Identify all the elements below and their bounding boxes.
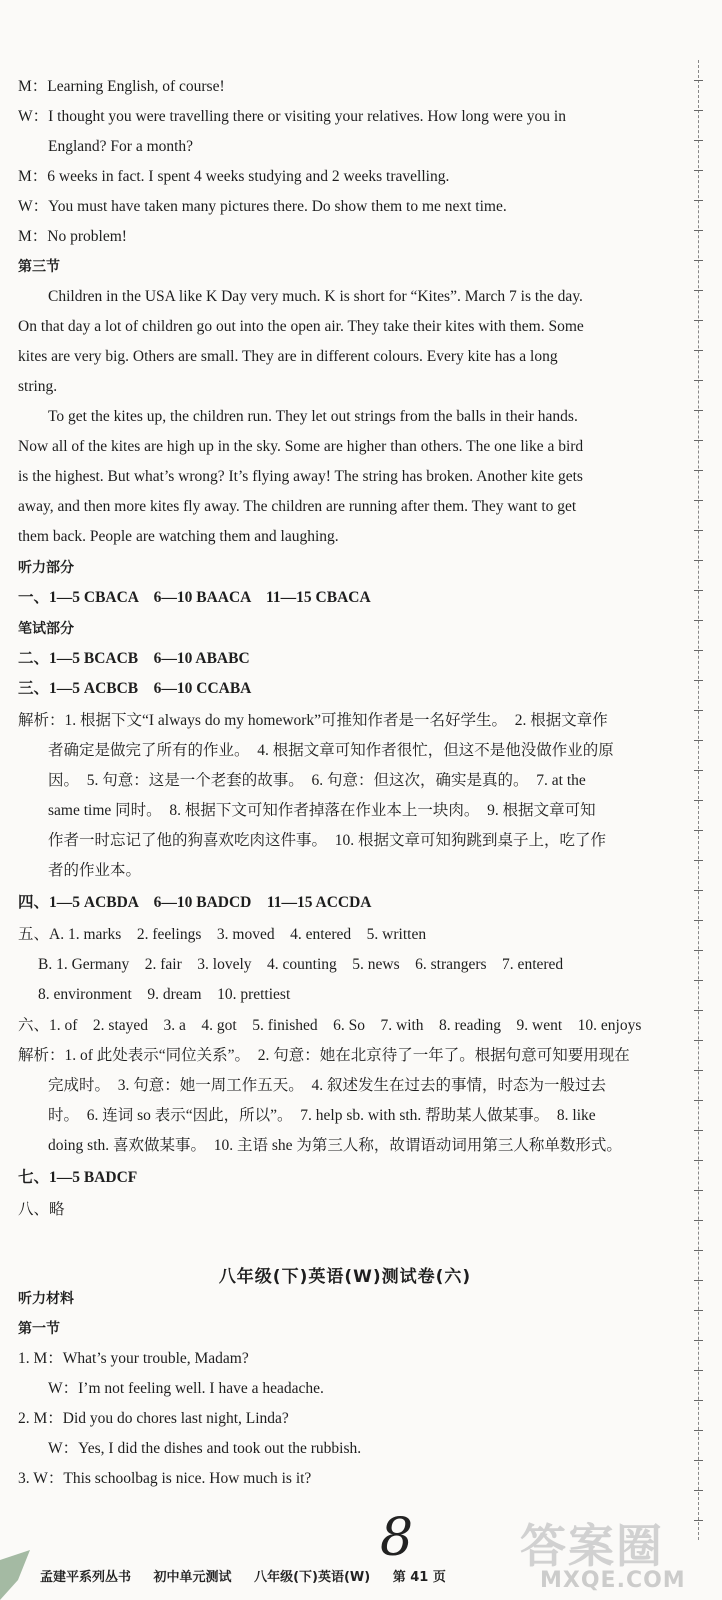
passage-line: Now all of the kites are high up in the sky. Some are higher than others. The one like a bird bbox=[18, 438, 584, 455]
section-heading: 听力部分 bbox=[18, 560, 74, 576]
margin-tick bbox=[694, 1430, 703, 1431]
answer-line: 五、A. 1. marks 2. feelings 3. moved 4. entered 5. written bbox=[18, 926, 427, 943]
answer-line: 七、1—5 BADCF bbox=[18, 1169, 138, 1186]
explanation-line: 解析：1. 根据下文“I always do my homework”可推知作者是一名好学生。 2. 根据文章作 bbox=[18, 712, 608, 729]
dialogue-line: W：I’m not feeling well. I have a headache. bbox=[48, 1380, 324, 1397]
margin-tick bbox=[694, 1190, 703, 1191]
dialogue-line: 3. W：This schoolbag is nice. How much is it? bbox=[18, 1470, 312, 1487]
dialogue-line: M：No problem! bbox=[18, 228, 127, 245]
explanation-line: 因。 5. 句意：这是一个老套的故事。 6. 句意：但这次，确实是真的。 7. at the bbox=[48, 772, 586, 789]
margin-tick bbox=[694, 740, 703, 741]
passage-line: To get the kites up, the children run. They let out strings from the balls in their hands. bbox=[48, 408, 578, 425]
handwritten-page-number: 8 bbox=[380, 1508, 414, 1568]
margin-tick bbox=[694, 1340, 703, 1341]
margin-tick bbox=[694, 440, 703, 441]
corner-decoration-icon bbox=[0, 1540, 40, 1600]
dialogue-line: W：I thought you were travelling there or visiting your relatives. How long were you in bbox=[18, 108, 566, 125]
margin-tick bbox=[694, 230, 703, 231]
passage-line: kites are very big. Others are small. They are in different colours. Every kite has a long bbox=[18, 348, 558, 365]
dialogue-line: W：You must have taken many pictures there. Do show them to me next time. bbox=[18, 198, 507, 215]
margin-tick bbox=[694, 1160, 703, 1161]
margin-tick bbox=[694, 260, 703, 261]
margin-tick bbox=[694, 920, 703, 921]
watermark-url: MXQE.COM bbox=[540, 1568, 686, 1593]
watermark-logo bbox=[520, 1510, 720, 1600]
margin-tick bbox=[694, 320, 703, 321]
answer-line: 一、1—5 CBACA 6—10 BAACA 11—15 CBACA bbox=[18, 589, 371, 606]
explanation-line: 时。 6. 连词 so 表示“因此，所以”。 7. help sb. with sth. 帮助某人做某事。 8. like bbox=[48, 1107, 596, 1124]
section-heading: 第三节 bbox=[18, 259, 60, 275]
margin-tick bbox=[694, 830, 703, 831]
explanation-line: same time 同时。 8. 根据下文可知作者掉落在作业本上一块肉。 9. 根据文章可知 bbox=[48, 802, 596, 819]
margin-tick bbox=[694, 1070, 703, 1071]
margin-tick bbox=[694, 410, 703, 411]
answer-line: 二、1—5 BCACB 6—10 ABABC bbox=[18, 650, 250, 667]
dialogue-line: M：6 weeks in fact. I spent 4 weeks studying and 2 weeks travelling. bbox=[18, 168, 450, 185]
section-heading: 第一节 bbox=[18, 1321, 60, 1337]
explanation-line: 解析：1. of 此处表示“同位关系”。 2. 句意：她在北京待了一年了。根据句意可知要用现在 bbox=[18, 1047, 630, 1064]
dialogue-line: M：Learning English, of course! bbox=[18, 78, 225, 95]
margin-tick bbox=[694, 710, 703, 711]
answer-line: 六、1. of 2. stayed 3. a 4. got 5. finished 6. So 7. with 8. reading 9. went 10. enjoys bbox=[18, 1017, 642, 1034]
test-paper-title: 八年级(下)英语(W)测试卷(六) bbox=[218, 1267, 472, 1287]
margin-tick bbox=[694, 620, 703, 621]
margin-tick bbox=[694, 1490, 703, 1491]
margin-tick bbox=[694, 980, 703, 981]
margin-tick bbox=[694, 290, 703, 291]
margin-tick bbox=[694, 1250, 703, 1251]
margin-tick bbox=[694, 200, 703, 201]
margin-tick bbox=[694, 1280, 703, 1281]
margin-tick bbox=[694, 1370, 703, 1371]
passage-line: away, and then more kites fly away. The children are running after them. They want to get bbox=[18, 498, 577, 515]
watermark-text: 答案圈 bbox=[520, 1519, 664, 1573]
answer-line: 八、略 bbox=[18, 1201, 65, 1218]
answer-line: B. 1. Germany 2. fair 3. lovely 4. counting 5. news 6. strangers 7. entered bbox=[38, 956, 564, 973]
answer-line: 四、1—5 ACBDA 6—10 BADCD 11—15 ACCDA bbox=[18, 894, 372, 911]
margin-tick bbox=[694, 1040, 703, 1041]
margin-tick bbox=[694, 470, 703, 471]
answer-line: 8. environment 9. dream 10. prettiest bbox=[38, 986, 291, 1003]
passage-line: Children in the USA like K Day very much. K is short for “Kites”. March 7 is the day. bbox=[48, 288, 583, 305]
footer-page: 第 41 页 bbox=[392, 1570, 446, 1585]
passage-line: them back. People are watching them and laughing. bbox=[18, 528, 339, 545]
margin-tick bbox=[694, 590, 703, 591]
footer-series: 孟建平系列丛书 bbox=[40, 1570, 132, 1585]
explanation-line: 者的作业本。 bbox=[48, 862, 142, 879]
margin-tick bbox=[694, 560, 703, 561]
section-heading: 听力材料 bbox=[18, 1291, 74, 1307]
explanation-line: 完成时。 3. 句意：她一周工作五天。 4. 叙述发生在过去的事情，时态为一般过去 bbox=[48, 1077, 607, 1094]
margin-tick bbox=[694, 1010, 703, 1011]
answer-line: 三、1—5 ACBCB 6—10 CCABA bbox=[18, 680, 252, 697]
passage-line: is the highest. But what’s wrong? It’s flying away! The string has broken. Another kite gets bbox=[18, 468, 583, 485]
margin-tick bbox=[694, 170, 703, 171]
margin-tick bbox=[694, 1310, 703, 1311]
margin-tick bbox=[694, 380, 703, 381]
margin-tick bbox=[694, 1400, 703, 1401]
dialogue-line: 2. M：Did you do chores last night, Linda? bbox=[18, 1410, 289, 1427]
margin-tick bbox=[694, 140, 703, 141]
dialogue-line: 1. M：What’s your trouble, Madam? bbox=[18, 1350, 249, 1367]
margin-tick bbox=[694, 950, 703, 951]
section-heading: 笔试部分 bbox=[18, 621, 74, 637]
margin-tick bbox=[694, 1100, 703, 1101]
margin-tick bbox=[694, 80, 703, 81]
margin-tick bbox=[694, 530, 703, 531]
margin-tick bbox=[694, 650, 703, 651]
margin-tick bbox=[694, 860, 703, 861]
explanation-line: 作者一时忘记了他的狗喜欢吃肉这件事。 10. 根据文章可知狗跳到桌子上，吃了作 bbox=[48, 832, 607, 849]
passage-line: On that day a lot of children go out into the open air. They take their kites with them. Some bbox=[18, 318, 584, 335]
explanation-line: 者确定是做完了所有的作业。 4. 根据文章可知作者很忙，但这不是他没做作业的原 bbox=[48, 742, 614, 759]
margin-tick bbox=[694, 1220, 703, 1221]
margin-tick bbox=[694, 1130, 703, 1131]
passage-line: string. bbox=[18, 378, 58, 395]
footer-book: 初中单元测试 bbox=[153, 1570, 232, 1585]
margin-tick bbox=[694, 800, 703, 801]
margin-tick bbox=[694, 770, 703, 771]
footer-grade-subject: 八年级(下)英语(W) bbox=[254, 1570, 371, 1585]
margin-tick bbox=[694, 680, 703, 681]
explanation-line: doing sth. 喜欢做某事。 10. 主语 she 为第三人称，故谓语动词用第三人称单数形式。 bbox=[48, 1137, 622, 1154]
margin-tick bbox=[694, 500, 703, 501]
margin-tick bbox=[694, 110, 703, 111]
margin-tick bbox=[694, 1460, 703, 1461]
dialogue-line: W：Yes, I did the dishes and took out the rubbish. bbox=[48, 1440, 362, 1457]
margin-tick bbox=[694, 890, 703, 891]
dialogue-line-continued: England? For a month? bbox=[48, 138, 194, 155]
margin-tick bbox=[694, 350, 703, 351]
page-footer bbox=[40, 1566, 700, 1585]
